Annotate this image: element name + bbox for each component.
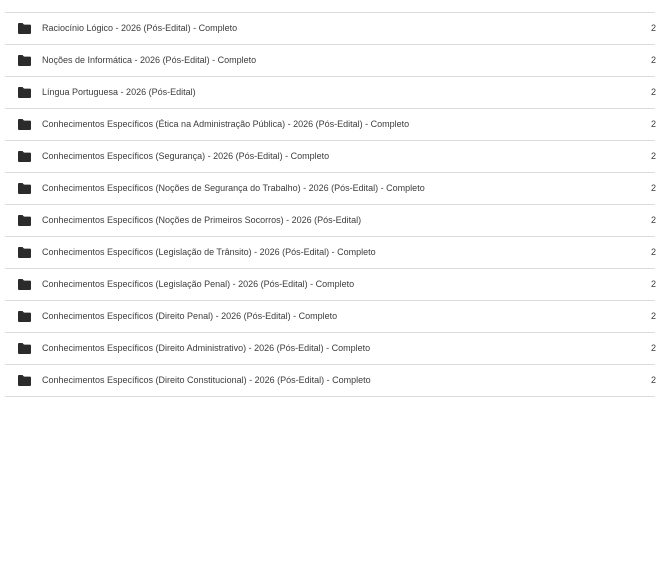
folder-name: Conhecimentos Específicos (Legislação Penal) - 2026 (Pós-Edital) - Completo <box>42 279 355 289</box>
folder-row[interactable] <box>5 173 655 205</box>
folder-row[interactable] <box>5 269 655 301</box>
folder-name: Conhecimentos Específicos (Noções de Primeiros Socorros) - 2026 (Pós-Edital) <box>42 215 362 225</box>
folder-meta: 2 <box>651 279 656 289</box>
folder-icon <box>18 215 31 226</box>
folder-icon <box>18 23 31 34</box>
folder-icon <box>18 87 31 98</box>
folder-row[interactable] <box>5 141 655 173</box>
folder-list <box>5 12 655 397</box>
folder-icon <box>18 119 31 130</box>
folder-meta: 2 <box>651 23 656 33</box>
folder-row[interactable] <box>5 109 655 141</box>
folder-name: Conhecimentos Específicos (Ética na Administração Pública) - 2026 (Pós-Edital) - Completo <box>42 119 410 129</box>
folder-meta: 2 <box>651 87 656 97</box>
folder-meta: 2 <box>651 343 656 353</box>
folder-icon <box>18 311 31 322</box>
folder-meta: 2 <box>651 311 656 321</box>
folder-icon <box>18 375 31 386</box>
folder-meta: 2 <box>651 183 656 193</box>
folder-row[interactable] <box>5 301 655 333</box>
folder-icon <box>18 343 31 354</box>
folder-row[interactable] <box>5 237 655 269</box>
folder-name: Conhecimentos Específicos (Legislação de Trânsito) - 2026 (Pós-Edital) - Completo <box>42 247 376 257</box>
folder-icon <box>18 183 31 194</box>
folder-row[interactable] <box>5 205 655 237</box>
folder-name: Noções de Informática - 2026 (Pós-Edital) - Completo <box>42 55 257 65</box>
folder-row[interactable] <box>5 45 655 77</box>
folder-meta: 2 <box>651 375 656 385</box>
folder-icon <box>18 247 31 258</box>
folder-icon <box>18 151 31 162</box>
folder-meta: 2 <box>651 55 656 65</box>
folder-name: Conhecimentos Específicos (Segurança) - 2026 (Pós-Edital) - Completo <box>42 151 330 161</box>
folder-name: Conhecimentos Específicos (Noções de Segurança do Trabalho) - 2026 (Pós-Edital) - Completo <box>42 183 425 193</box>
folder-icon <box>18 279 31 290</box>
folder-meta: 2 <box>651 247 656 257</box>
folder-meta: 2 <box>651 119 656 129</box>
folder-row[interactable] <box>5 365 655 397</box>
folder-icon <box>18 55 31 66</box>
folder-name: Língua Portuguesa - 2026 (Pós-Edital) <box>42 87 196 97</box>
folder-meta: 2 <box>651 151 656 161</box>
folder-name: Raciocínio Lógico - 2026 (Pós-Edital) - Completo <box>42 23 238 33</box>
folder-row[interactable] <box>5 77 655 109</box>
folder-name: Conhecimentos Específicos (Direito Administrativo) - 2026 (Pós-Edital) - Completo <box>42 343 371 353</box>
folder-meta: 2 <box>651 215 656 225</box>
folder-row[interactable] <box>5 333 655 365</box>
folder-name: Conhecimentos Específicos (Direito Penal) - 2026 (Pós-Edital) - Completo <box>42 311 338 321</box>
folder-row[interactable] <box>5 13 655 45</box>
folder-name: Conhecimentos Específicos (Direito Constitucional) - 2026 (Pós-Edital) - Completo <box>42 375 371 385</box>
